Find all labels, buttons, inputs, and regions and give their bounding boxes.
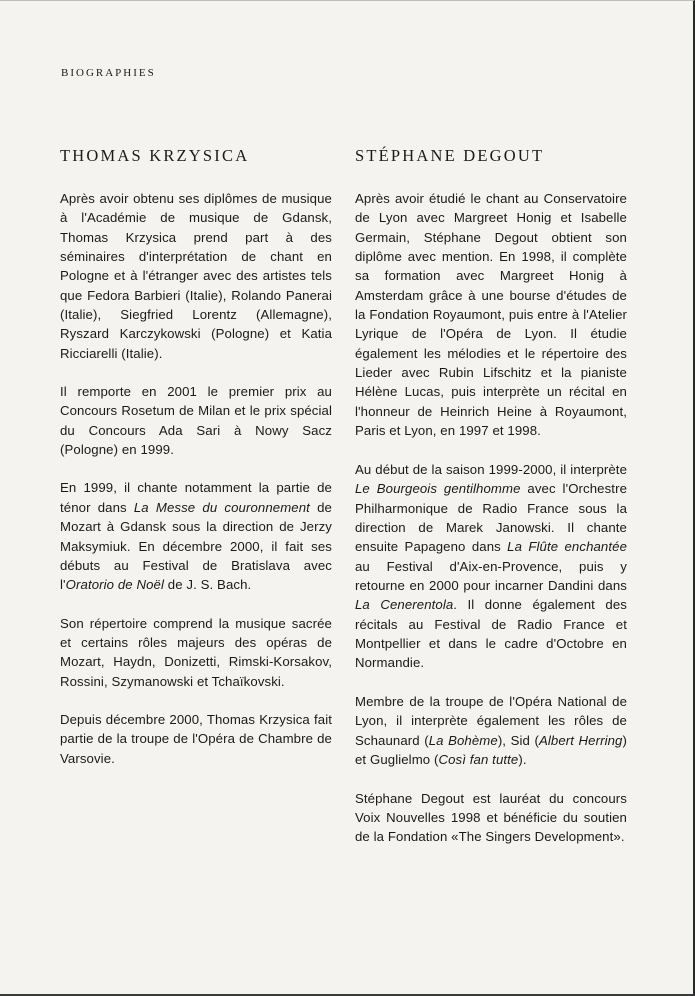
work-title: La Flûte enchantée: [507, 539, 627, 555]
artist-name: STÉPHANE DEGOUT: [355, 146, 545, 165]
paragraph: Son répertoire comprend la musique sacrée et certains rôles majeurs des opéras de Mozart, Haydn, Donizetti, Rimski-Korsakov, Rossini, Szymanowski et Tchaïkovski.: [60, 615, 332, 689]
work-title: Così fan tutte: [438, 752, 519, 768]
biography-text: [60, 189, 332, 768]
work-title: Oratorio de Noël: [65, 577, 165, 593]
paragraph: Stéphane Degout est lauréat du concours Voix Nouvelles 1998 et bénéficie du soutien de la Fondation «The Singers Development».: [355, 790, 627, 845]
paragraph: Membre de la troupe de l'Opéra National de Lyon, il interprète également les rôles de Schaunard (La Bohème), Sid (Albert Herring) et Guglielmo (Così fan tutte).: [355, 694, 627, 768]
work-title: La Messe du couronnement: [133, 499, 310, 515]
paragraph: Depuis décembre 2000, Thomas Krzysica fait partie de la troupe de l'Opéra de Chambre de Varsovie.: [60, 711, 332, 766]
work-title: La Cenerentola: [355, 597, 454, 613]
biography-text: [355, 189, 627, 847]
paragraph: En 1999, il chante notamment la partie de ténor dans La Messe du couronnement de Mozart à Gdansk sous la direction de Jerzy Maksymiuk. En décembre 2000, il fait ses débuts au Festival de Bratislava avec l'Oratorio de Noël de J. S. Bach.: [60, 480, 332, 593]
artist-name: THOMAS KRZYSICA: [60, 146, 250, 165]
paragraph: Après avoir étudié le chant au Conservatoire de Lyon avec Margreet Honig et Isabelle Germain, Stéphane Degout obtient son diplôme avec mention. En 1998, il complète sa formation avec Margreet Honig à Amsterdam grâce à une bourse d'études de la Fondation Royaumont, puis entre à l'Atelier Lyrique de l'Opéra de Lyon. Il étudie également les mélodies et le répertoire des Lieder avec Rubin Lifschitz et la pianiste Hélène Lucas, puis interprète un récital en l'honneur de Heinrich Heine à Royaumont, Paris et Lyon, en 1997 et 1998.: [355, 191, 627, 439]
paragraph: Après avoir obtenu ses diplômes de musique à l'Académie de musique de Gdansk, Thomas Krzysica prend part à des séminaires d'interprétation de chant en Pologne et à l'étranger avec des artistes tels que Fedora Barbieri (Italie), Rolando Panerai (Italie), Siegfried Lorentz (Allemagne), Ryszard Karczykowski (Pologne) et Katia Ricciarelli (Italie).: [60, 191, 332, 361]
work-title: Albert Herring: [538, 732, 623, 748]
biography-thomas-krzysica: [60, 146, 332, 787]
paragraph: Il remporte en 2001 le premier prix au Concours Rosetum de Milan et le prix spécial du Concours Ada Sari à Nowy Sacz (Pologne) en 1999.: [60, 384, 332, 458]
section-label: BIOGRAPHIES: [61, 67, 156, 79]
work-title: La Bohème: [428, 732, 498, 748]
biography-stephane-degout: [355, 146, 627, 866]
work-title: Le Bourgeois gentilhomme: [355, 481, 521, 497]
paragraph: Au début de la saison 1999-2000, il interprète Le Bourgeois gentilhomme avec l'Orchestre Philharmonique de Radio France sous la direction de Marek Janowski. Il chante ensuite Papageno dans La Flûte enchantée au Festival d'Aix-en-Provence, puis y retourne en 2000 pour incarner Dandini dans La Cenerentola. Il donne également des récitals au Festival de Radio France et Montpellier et dans le cadre d'Octobre en Normandie.: [355, 461, 627, 671]
